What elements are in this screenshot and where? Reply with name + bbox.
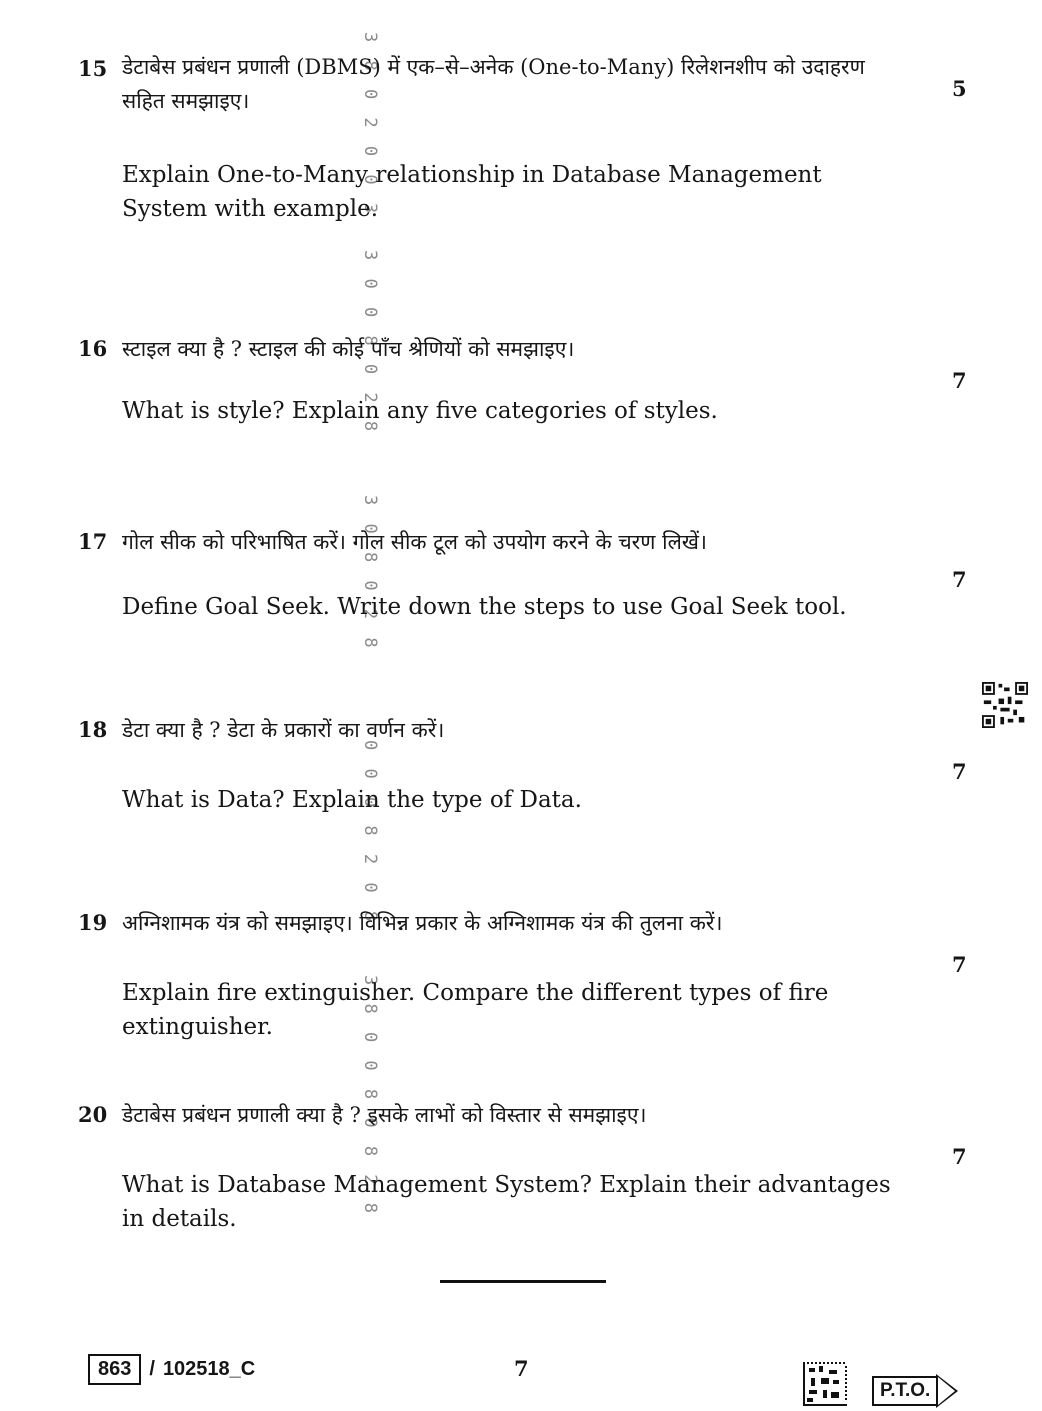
paper-id: 102518_C xyxy=(162,1358,256,1380)
subject-code-box: 863 xyxy=(88,1354,141,1385)
serial-watermark: 3 8 0 2 0 0 3 xyxy=(360,32,380,218)
question-marks: 7 xyxy=(952,952,967,977)
end-rule xyxy=(440,1280,606,1283)
question-text-english: Explain fire extinguisher. Compare the different types of fire extinguisher. xyxy=(122,980,829,1040)
page-number: 7 xyxy=(514,1356,529,1381)
question-marks: 7 xyxy=(952,759,967,784)
question-text-hindi: डेटाबेस प्रबंधन प्रणाली (DBMS) में एक–से–अनेक (One-to-Many) रिलेशनशीप को उदाहरण सहित समझाइए। xyxy=(122,55,865,113)
question-text-english: What is Data? Explain the type of Data. xyxy=(122,787,582,813)
paper-code xyxy=(88,1354,255,1385)
question-number: 16 xyxy=(78,336,108,361)
question-number: 18 xyxy=(78,717,108,742)
question-text-hindi: डेटा क्या है ? डेटा के प्रकारों का वर्णन करें। xyxy=(122,718,445,742)
question-text-english: Define Goal Seek. Write down the steps to use Goal Seek tool. xyxy=(122,594,847,620)
question-text-hindi: स्टाइल क्या है ? स्टाइल की कोई पाँच श्रेणियों को समझाइए। xyxy=(122,337,575,361)
question-marks: 7 xyxy=(952,567,967,592)
serial-watermark: 3 0 0 8 0 2 8 xyxy=(360,250,380,436)
question-text-english: Explain One-to-Many relationship in Database Management System with example. xyxy=(122,162,822,222)
pto-arrow-icon xyxy=(936,1374,958,1408)
question-text-hindi: अग्निशामक यंत्र को समझाइए। विभिन्न प्रकार के अग्निशामक यंत्र की तुलना करें। xyxy=(122,911,723,935)
question-marks: 5 xyxy=(952,76,967,101)
question-marks: 7 xyxy=(952,1144,967,1169)
pto-label: P.T.O. xyxy=(872,1376,936,1406)
question-number: 17 xyxy=(78,529,108,554)
question-text-hindi: डेटाबेस प्रबंधन प्रणाली क्या है ? इसके लाभों को विस्तार से समझाइए। xyxy=(122,1103,647,1127)
code-separator: / xyxy=(149,1358,155,1380)
question-marks: 7 xyxy=(952,368,967,393)
qr-code-icon xyxy=(982,682,1028,728)
question-number: 19 xyxy=(78,910,108,935)
serial-watermark: 0 0 0 8 2 0 8 xyxy=(360,740,380,926)
serial-watermark: 3 0 8 0 2 8 xyxy=(360,495,380,652)
serial-watermark: 3 8 0 0 8 0 8 2 8 xyxy=(360,975,380,1217)
question-number: 15 xyxy=(78,56,108,81)
question-number: 20 xyxy=(78,1102,108,1127)
pto-indicator xyxy=(872,1374,958,1408)
datamatrix-icon xyxy=(803,1362,847,1406)
question-text-english: What is style? Explain any five categories of styles. xyxy=(122,398,718,424)
question-text-hindi: गोल सीक को परिभाषित करें। गोल सीक टूल को उपयोग करने के चरण लिखें। xyxy=(122,530,707,554)
question-text-english: What is Database Management System? Explain their advantages in details. xyxy=(122,1172,891,1232)
